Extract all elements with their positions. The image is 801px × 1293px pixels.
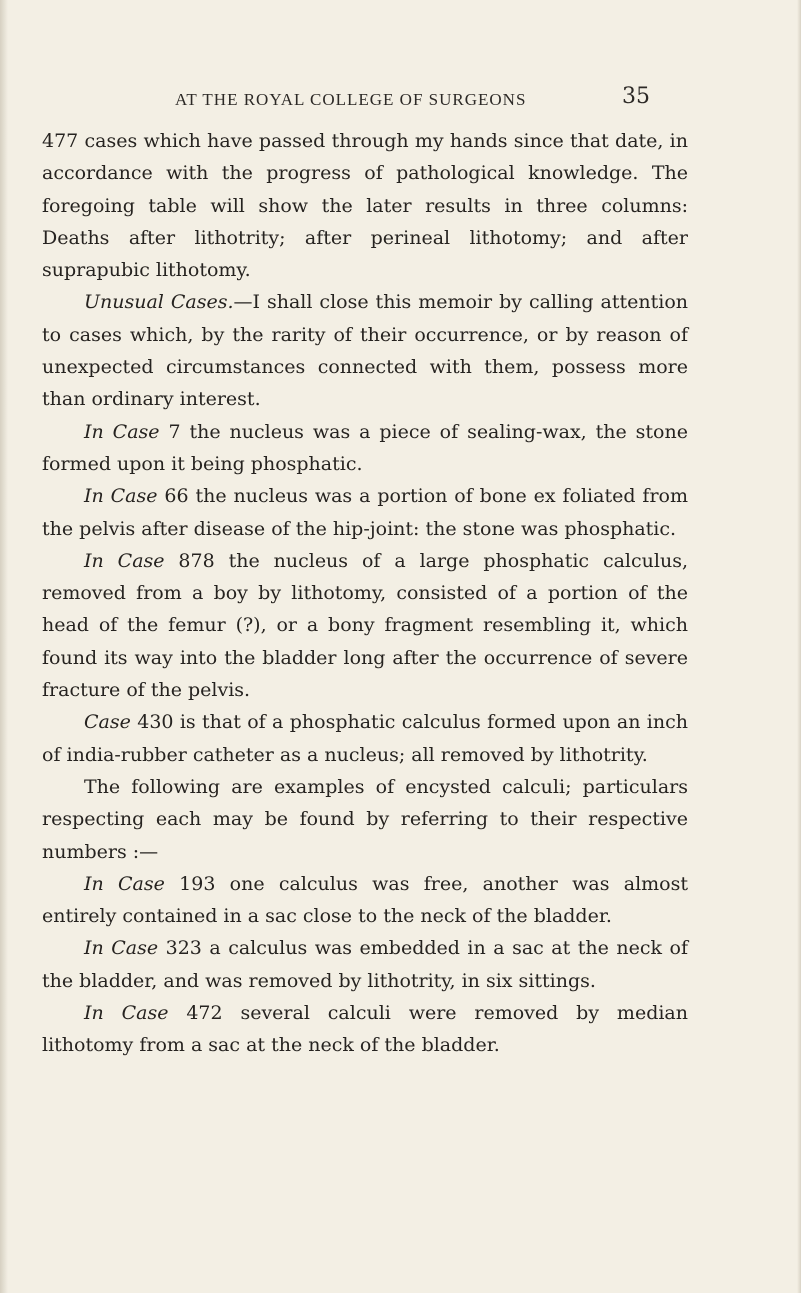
paragraph-case-7: In Case 7 the nucleus was a piece of sealing-wax, the stone formed upon it being phosphatic. bbox=[42, 420, 688, 475]
running-head: AT THE ROYAL COLLEGE OF SURGEONS bbox=[175, 90, 527, 109]
paragraph-case-323: In Case 323 a calculus was embedded in a sac at the neck of the bladder, and was removed by lithotrity, in six sittings. bbox=[42, 937, 688, 992]
paragraph-unusual-cases: Unusual Cases.—I shall close this memoir by calling attention to cases which, by the rarity of their occurrence, or by reason of unexpected circumstances connected with them, possess more than ordinary interest. bbox=[42, 291, 688, 411]
page-edge-shadow bbox=[0, 0, 8, 1293]
paragraph-case-878: In Case 878 the nucleus of a large phosphatic calculus, removed from a boy by lithotomy, consisted of a portion of the head of the femur (?), or a bony fragment resembling it, which found its way into the bladder long after the occurrence of severe fracture of the pelvis. bbox=[42, 549, 688, 702]
paragraph-continuation: 477 cases which have passed through my hands since that date, in accordance with the progress of pathological knowledge. The foregoing table will show the later results in three columns: Deaths after lithotrity; after perineal lithotomy; and after suprapubic lithotomy. bbox=[42, 130, 688, 282]
section-heading: Unusual Cases. bbox=[84, 291, 234, 314]
page-number: 35 bbox=[622, 84, 650, 109]
body-text bbox=[42, 125, 688, 1062]
paragraph-case-66: In Case 66 the nucleus was a portion of bone ex foliated from the pelvis after disease of the hip-joint: the stone was phosphatic. bbox=[42, 485, 688, 540]
paragraph-encysted-calculi: The following are examples of encysted calculi; particulars respecting each may be found by referring to their respective numbers :— bbox=[42, 775, 688, 863]
page-edge-shadow-right bbox=[797, 0, 801, 1293]
paragraph-case-193: In Case 193 one calculus was free, another was almost entirely contained in a sac close to the neck of the bladder. bbox=[42, 872, 688, 928]
paragraph-case-430: Case 430 is that of a phosphatic calculus formed upon an inch of india-rubber catheter as a nucleus; all removed by lithotrity. bbox=[42, 711, 688, 766]
paragraph-case-472: In Case 472 several calculi were removed by median lithotomy from a sac at the neck of the bladder. bbox=[42, 1002, 688, 1057]
